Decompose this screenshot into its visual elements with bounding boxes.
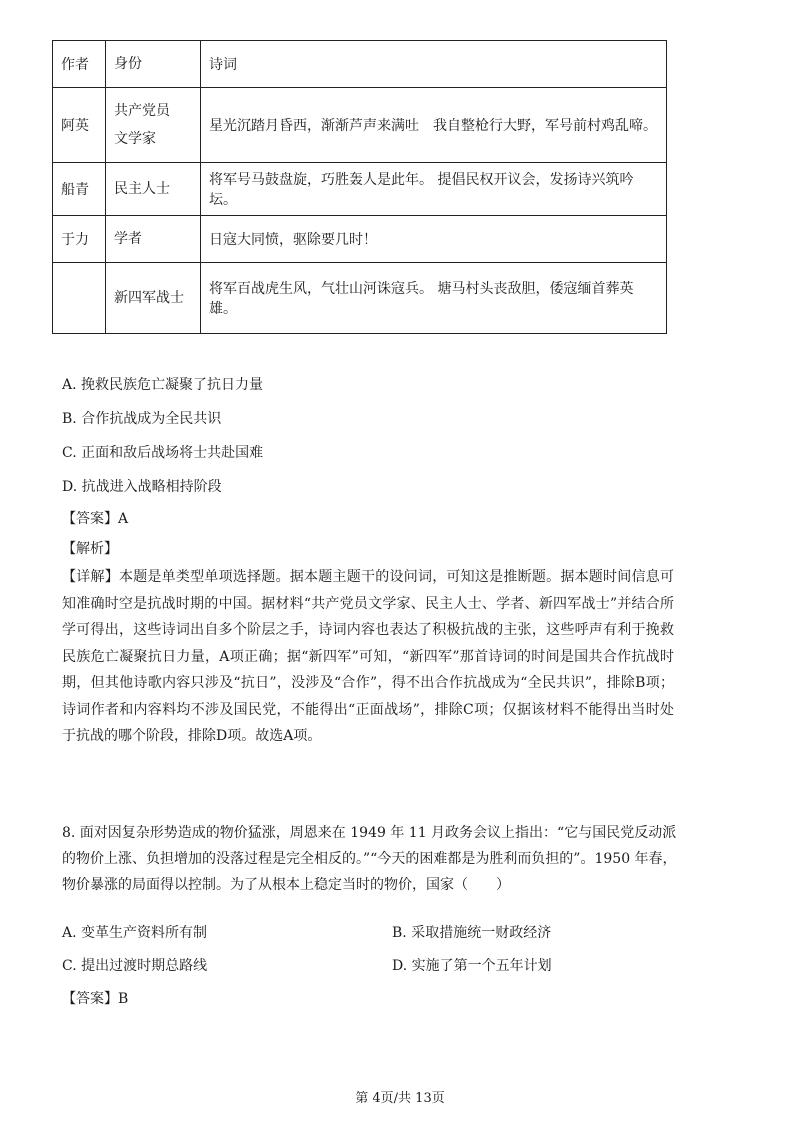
poem-table bbox=[52, 40, 667, 334]
table-header-row bbox=[53, 41, 667, 88]
poem-cell: 将军号马鼓盘旋，巧胜轰人是此年。 提倡民权开议会，发扬诗兴筑吟坛。 bbox=[201, 163, 667, 216]
q8-option-a: A. 变革生产资料所有制 bbox=[62, 925, 208, 941]
header-poem: 诗词 bbox=[201, 41, 667, 88]
author-cell: 于力 bbox=[53, 216, 106, 263]
poem-cell: 日寇大同愤，驱除要几时！ bbox=[201, 216, 667, 263]
page-footer: 第 4页/共 13页 bbox=[355, 1091, 445, 1106]
author-cell bbox=[53, 263, 106, 334]
q7-option-d: D. 抗战进入战略相持阶段 bbox=[62, 479, 222, 495]
q7-option-a: A. 挽救民族危亡凝聚了抗日力量 bbox=[62, 377, 264, 393]
q8-option-b: B. 采取措施统一财政经济 bbox=[392, 925, 552, 941]
author-cell: 船青 bbox=[53, 163, 106, 216]
identity-cell: 新四军战士 bbox=[106, 263, 201, 334]
identity-line: 文学家 bbox=[114, 131, 156, 147]
q7-option-b: B. 合作抗战成为全民共识 bbox=[62, 411, 222, 427]
poem-cell: 将军百战虎生风，气壮山河诛寇兵。 塘马村头丧敌胆，倭寇缅首葬英雄。 bbox=[201, 263, 667, 334]
table-row bbox=[53, 88, 667, 163]
q8-answer: 【答案】B bbox=[62, 991, 129, 1007]
identity-cell bbox=[106, 88, 201, 163]
q7-answer: 【答案】A bbox=[62, 511, 129, 527]
author-cell: 阿英 bbox=[53, 88, 106, 163]
q7-detail: 【详解】本题是单类型单项选择题。据本题主题干的设问词，可知这是推断题。据本题时间信息可知准确时空是抗战时期的中国。据材料“共产党员文学家、民主人士、学者、新四军战士”并结合所学可得出，这些诗词出自多个阶层之手，诗词内容也表达了积极抗战的主张，这些呼声有利于挽救民族危亡凝聚抗日力量，A项正确；据“新四军”可知，“新四军”那首诗词的时间是国共合作抗战时期，但其他诗歌内容只涉及“抗日”，没涉及“合作”，得不出合作抗战成为“全民共识”，排除B项；诗词作者和内容料均不涉及国民党，不能得出“正面战场”，排除C项；仅据该材料不能得出当时处于抗战的哪个阶段，排除D项。故选A项。 bbox=[62, 569, 674, 744]
table-row bbox=[53, 163, 667, 216]
table-row bbox=[53, 263, 667, 334]
identity-line: 共产党员 bbox=[114, 103, 170, 119]
q7-analysis-label: 【解析】 bbox=[62, 541, 118, 557]
q8-option-d: D. 实施了第一个五年计划 bbox=[392, 958, 552, 974]
table-row bbox=[53, 216, 667, 263]
q7-option-c: C. 正面和敌后战场将士共赴国难 bbox=[62, 445, 264, 461]
identity-cell: 民主人士 bbox=[106, 163, 201, 216]
q8-stem: 8. 面对因复杂形势造成的物价猛涨，周恩来在 1949 年 11 月政务会议上指出：“它与国民党反动派的物价上涨、负担增加的没落过程是完全相反的。”“今天的困难都是为胜利而负担的”。1950 年春，物价暴涨的局面得以控制。为了从根本上稳定当时的物价，国家（ ） bbox=[62, 825, 677, 893]
identity-cell: 学者 bbox=[106, 216, 201, 263]
q8-option-c: C. 提出过渡时期总路线 bbox=[62, 958, 208, 974]
header-identity: 身份 bbox=[106, 41, 201, 88]
poem-cell: 星光沉踏月昏西，渐渐芦声来满吐 我自整枪行大野，军号前村鸡乱啼。 bbox=[201, 88, 667, 163]
header-author: 作者 bbox=[53, 41, 106, 88]
